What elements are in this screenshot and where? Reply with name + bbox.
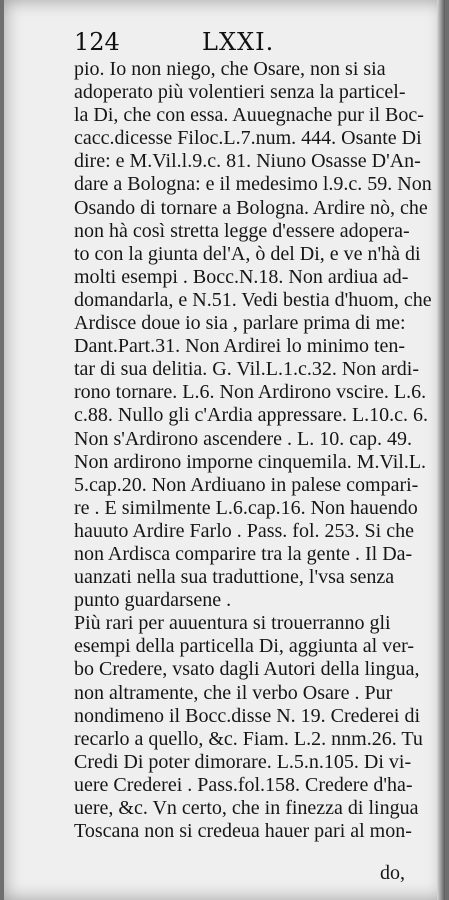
text-line: uere, &c. Vn certo, che in finezza di lingua [74, 797, 419, 819]
text-line: recarlo a quello, &c. Fiam. L.2. nnm.26. Tu [74, 727, 423, 750]
text-line: uere Crederei . Pass.fol.158. Credere d'ha- [74, 773, 413, 796]
text-line: tar di sua delitia. G. Vil.L.1.c.32. Non ardi- [74, 358, 420, 381]
text-line: rono tornare. L.6. Non Ardirono vscire. L.6. [74, 381, 427, 404]
text-line: uanzati nella sua traduttione, l'vsa senza [74, 566, 395, 589]
text-line: Credi Di poter dimorare. L.5.n.105. Di vi- [74, 750, 412, 773]
book-page [4, 0, 445, 900]
catchword: do, [380, 862, 405, 884]
text-line: esempi della particella Di, aggiunta al ver- [74, 635, 415, 658]
text-line: non Ardisca comparire tra la gente . Il Da- [74, 542, 413, 565]
text-line: pio. Io non niego, che Osare, non si sia [74, 58, 386, 80]
text-line: punto guardarsene . [74, 589, 232, 612]
page-header [74, 28, 404, 58]
page-number: 124 [74, 28, 120, 56]
text-line: hauuto Ardire Farlo . Pass. fol. 253. Si che [74, 519, 414, 542]
chapter-heading: LXXI. [202, 28, 275, 56]
text-line: la Di, che con essa. Auuegnache pur il Boc- [74, 104, 424, 127]
text-line: adoperato più volentieri senza la particel- [74, 81, 406, 104]
text-line: domandarla, e N.51. Vedi bestia d'huom, che [74, 288, 432, 311]
text-line: 5.cap.20. Non Ardiuano in palese compari- [74, 473, 419, 496]
body-text [74, 58, 436, 843]
text-line: Ardisce doue io sia , parlare prima di me: [74, 312, 406, 335]
text-line: nondimeno il Bocc.disse N. 19. Crederei di [74, 704, 421, 727]
text-line: Dant.Part.31. Non Ardirei lo minimo ten- [74, 335, 406, 358]
text-line: re . E similmente L.6.cap.16. Non hauendo [74, 496, 418, 519]
text-line: Non s'Ardirono ascendere . L. 10. cap. 49. [74, 427, 412, 450]
text-line: non hà così stretta legge d'essere adopera- [74, 219, 410, 242]
text-line: non altramente, che il verbo Osare . Pur [74, 681, 393, 704]
text-line: bo Credere, vsato dagli Autori della lingua, [74, 658, 420, 681]
text-line: Più rari per auuentura si trouerranno gli [74, 612, 391, 635]
text-line: c.88. Nullo gli c'Ardia appressare. L.10.c. 6. [74, 404, 429, 427]
text-line: dare a Bologna: e il medesimo l.9.c. 59. Non [74, 173, 432, 196]
text-line: Osando di tornare a Bologna. Ardire nò, che [74, 196, 428, 219]
text-line: Toscana non si credeua hauer pari al mon- [74, 820, 412, 843]
text-line: dire: e M.Vil.l.9.c. 81. Niuno Osasse D'An- [74, 150, 421, 173]
text-line: molti esempi . Bocc.N.18. Non ardiua ad- [74, 265, 409, 288]
text-line: to con la giunta del'A, ò del Di, e ve n'hà di [74, 242, 421, 265]
page-edge-shadow [437, 0, 445, 900]
text-line: cacc.dicesse Filoc.L.7.num. 444. Osante Di [74, 127, 422, 150]
text-line: Non ardirono imporne cinquemila. M.Vil.L. [74, 450, 427, 473]
